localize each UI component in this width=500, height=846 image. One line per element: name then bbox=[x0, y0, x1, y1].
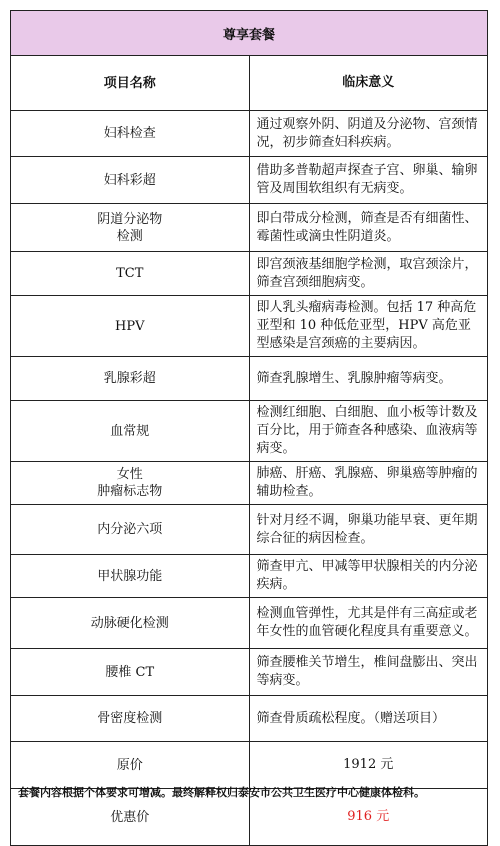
item-meaning: 即人乳头瘤病毒检测。包括 17 种高危亚型和 10 种低危亚型，HPV 高危亚型感染是宫颈癌的主要病因。 bbox=[249, 296, 488, 357]
item-name: 血常规 bbox=[11, 401, 250, 462]
item-name: 妇科检查 bbox=[11, 111, 250, 157]
table-row bbox=[11, 598, 488, 649]
item-name bbox=[11, 462, 250, 505]
item-meaning: 即宫颈液基细胞学检测，取宫颈涂片，筛查宫颈细胞病变。 bbox=[249, 252, 488, 296]
item-name: 甲状腺功能 bbox=[11, 555, 250, 598]
item-name: HPV bbox=[11, 296, 250, 357]
table-row bbox=[11, 696, 488, 742]
footer-note: 套餐内容根据个体要求可增减。最终解释权归泰安市公共卫生医疗中心健康体检科。 bbox=[18, 786, 425, 799]
item-name: 动脉硬化检测 bbox=[11, 598, 250, 649]
item-meaning: 通过观察外阴、阴道及分泌物、宫颈情况，初步筛查妇科疾病。 bbox=[249, 111, 488, 157]
item-meaning: 筛查甲亢、甲减等甲状腺相关的内分泌疾病。 bbox=[249, 555, 488, 598]
item-name-line: 女性 bbox=[116, 467, 143, 482]
item-name: 乳腺彩超 bbox=[11, 357, 250, 401]
item-meaning: 肺癌、肝癌、乳腺癌、卵巢癌等肿瘤的辅助检查。 bbox=[249, 462, 488, 505]
item-meaning: 即白带成分检测，筛查是否有细菌性、霉菌性或滴虫性阴道炎。 bbox=[249, 204, 488, 252]
item-name: 妇科彩超 bbox=[11, 157, 250, 204]
price-row-original bbox=[11, 742, 488, 789]
item-meaning: 筛查乳腺增生、乳腺肿瘤等病变。 bbox=[249, 357, 488, 401]
item-name: 骨密度检测 bbox=[11, 696, 250, 742]
item-name bbox=[11, 204, 250, 252]
table-row bbox=[11, 357, 488, 401]
header-row bbox=[11, 56, 488, 111]
title-row bbox=[11, 11, 488, 56]
header-item-name: 项目名称 bbox=[11, 56, 250, 111]
package-title: 尊享套餐 bbox=[11, 11, 488, 56]
item-meaning: 检测红细胞、白细胞、血小板等计数及百分比，用于筛查各种感染、血液病等病变。 bbox=[249, 401, 488, 462]
original-price-label: 原价 bbox=[11, 742, 250, 789]
table-row bbox=[11, 555, 488, 598]
item-meaning: 检测血管弹性，尤其是伴有三高症或老年女性的血管硬化程度具有重要意义。 bbox=[249, 598, 488, 649]
table-row bbox=[11, 252, 488, 296]
item-meaning: 筛查腰椎关节增生，椎间盘膨出、突出等病变。 bbox=[249, 649, 488, 696]
item-name: TCT bbox=[11, 252, 250, 296]
table-row bbox=[11, 462, 488, 505]
table-row bbox=[11, 505, 488, 555]
item-meaning: 针对月经不调，卵巢功能早衰、更年期综合征的病因检查。 bbox=[249, 505, 488, 555]
table-row bbox=[11, 157, 488, 204]
item-name: 腰椎 CT bbox=[11, 649, 250, 696]
item-name-line: 检测 bbox=[116, 228, 143, 244]
table-row bbox=[11, 204, 488, 252]
table-row bbox=[11, 401, 488, 462]
discount-price-label: 优惠价 bbox=[11, 789, 250, 846]
package-table bbox=[10, 10, 488, 846]
original-price-value: 1912 元 bbox=[249, 742, 488, 789]
item-name-line: 肿瘤标志物 bbox=[97, 484, 163, 499]
item-name-line: 阴道分泌物 bbox=[97, 211, 163, 227]
table-row bbox=[11, 111, 488, 157]
discount-price-value: 916 元 bbox=[249, 789, 488, 846]
item-name: 内分泌六项 bbox=[11, 505, 250, 555]
item-meaning: 筛查骨质疏松程度。（赠送项目） bbox=[249, 696, 488, 742]
item-meaning: 借助多普勒超声探查子宫、卵巢、输卵管及周围软组织有无病变。 bbox=[249, 157, 488, 204]
table-row bbox=[11, 296, 488, 357]
header-clinical-meaning: 临床意义 bbox=[249, 56, 488, 111]
table-row bbox=[11, 649, 488, 696]
